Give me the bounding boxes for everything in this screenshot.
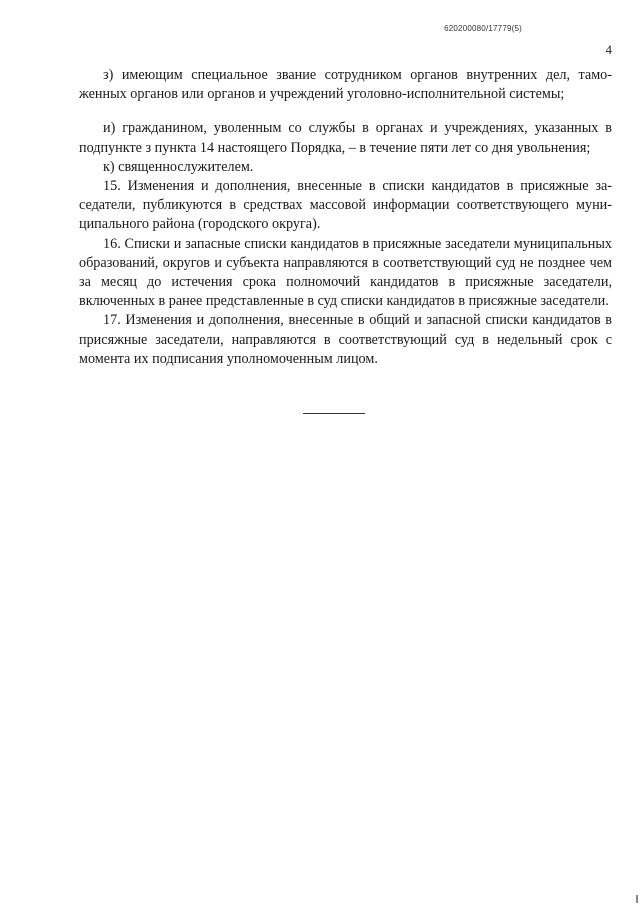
end-divider: [303, 413, 365, 414]
paragraph-17: 17. Изменения и дополнения, внесенные в общий и запасной списки кандидатов в присяжные заседатели, направляются в соответствующий суд в недельный срок с момента их подписания уполномоченным лицом.: [79, 312, 612, 367]
document-code: 620200080/17779(5): [444, 24, 522, 33]
paragraph-item-k: к) священнослужителем.: [103, 158, 254, 175]
page-number: 4: [605, 42, 612, 57]
scan-edge-mark: [636, 895, 638, 903]
document-body: [79, 66, 612, 369]
paragraph-item-i: и) гражданином, уволенным со службы в органах и учреждениях, указанных в подпункте з пункта 14 настоящего Порядка, – в течение пяти лет со дня увольнения;: [79, 120, 612, 156]
paragraph-gap: [79, 104, 612, 119]
paragraph-item-z: з) имеющим специальное звание сотрудником органов внутренних дел, таможенных органов или органов и учреждений уголовно-исполнительной системы;: [79, 67, 612, 103]
paragraph-16: 16. Списки и запасные списки кандидатов в присяжные заседатели муниципальных образований, округов и субъекта направляются в соответствующий суд не позднее чем за месяц до истечения срока полномочий кандидатов в присяжные заседатели, включенных в ранее представленные в суд списки кандидатов в присяжные заседатели.: [79, 235, 612, 310]
paragraph-15: 15. Изменения и дополнения, внесенные в списки кандидатов в присяжные заседатели, публикуются в средствах массовой информации соответствующего муниципального района (городского округа).: [79, 178, 612, 233]
